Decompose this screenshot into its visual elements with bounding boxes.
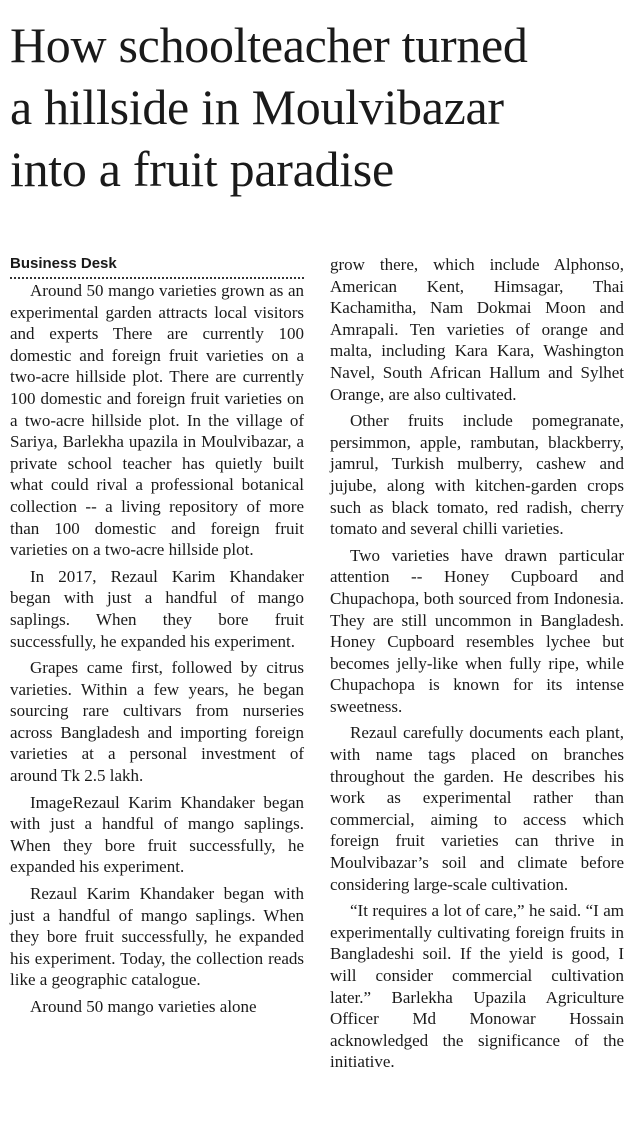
- headline-line-1: How schoolteacher turned: [10, 17, 528, 73]
- paragraph: Around 50 mango varieties grown as an experimental garden attracts local visitors and experts There are currently 100 domestic and foreign fruit varieties on a two-acre hillside plot. There are currently 100 domestic and foreign fruit varieties on a two-acre hillside plot. In the village of Sariya, Barlekha upazila in Moulvibazar, a private school teacher has quietly built what could rival a professional botanical collection -- a living repository of more than 100 domestic and foreign fruit varieties on a two-acre hillside plot.: [10, 281, 304, 560]
- paragraph: Around 50 mango varieties alone: [30, 997, 257, 1016]
- paragraph: Grapes came first, followed by citrus varieties. Within a few years, he began sourcing rare cultivars from nurseries across Bangladesh and importing foreign varieties at a personal investment of around Tk 2.5 lakh.: [10, 658, 304, 786]
- paragraph: “It requires a lot of care,” he said. “I am experimentally cultivating foreign fruits in Bangladeshi soil. If the yield is good, I will consider commercial cultivation later.” Barlekha Upazila Agriculture Officer Md Monowar Hossain acknowledged the significance of the initiative.: [330, 901, 624, 1072]
- paragraph: Rezaul Karim Khandaker began with just a handful of mango saplings. When they bore fruit successfully, he expanded his experiment. Today, the collection reads like a geographic catalogue.: [10, 884, 304, 990]
- article-column-right: [330, 254, 624, 1078]
- paragraph: Two varieties have drawn particular attention -- Honey Cupboard and Chupachopa, both sourced from Indonesia. They are still uncommon in Bangladesh. Honey Cupboard resembles lychee but becomes jelly-like when fully ripe, while Chupachopa is known for its intense sweetness.: [330, 545, 624, 716]
- paragraph: Other fruits include pomegranate, persimmon, apple, rambutan, blackberry, jamrul, Turkish mulberry, cashew and jujube, along with kitchen-garden crops such as black tomato, red radish, cherry tomato and several chilli varieties.: [330, 411, 624, 539]
- byline: Business Desk: [10, 254, 304, 279]
- paragraph-continued: grow there, which include Alphonso, American Kent, Himsagar, Thai Kachamitha, Nam Dokmai Moon and Amrapali. Ten varieties of orange and malta, including Kara Kara, Washington Navel, South African Hallum and Sylhet Orange, are also cultivated.: [330, 255, 624, 404]
- article-column-left: [10, 254, 304, 1023]
- paragraph: ImageRezaul Karim Khandaker began with just a handful of mango saplings. When they bore fruit successfully, he expanded his experiment.: [10, 792, 304, 877]
- article-headline: [10, 14, 630, 200]
- headline-line-2: a hillside in Moulvibazar: [10, 79, 504, 135]
- paragraph: In 2017, Rezaul Karim Khandaker began with just a handful of mango saplings. When they bore fruit successfully, he expanded his experiment.: [10, 566, 304, 651]
- paragraph: Rezaul carefully documents each plant, with name tags placed on branches throughout the garden. He describes his work as experimental rather than commercial, aiming to access which foreign fruit varieties can thrive in Moulvibazar’s soil and climate before considering large-scale cultivation.: [330, 723, 624, 894]
- headline-line-3: into a fruit paradise: [10, 141, 394, 197]
